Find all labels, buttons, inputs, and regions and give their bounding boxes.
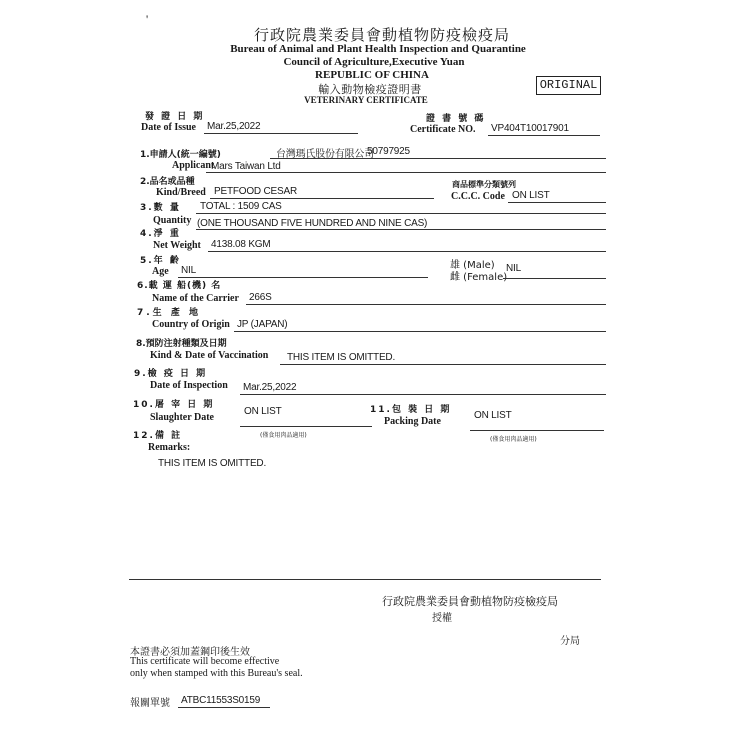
applicant-label-en: Applicant (172, 160, 215, 171)
remarks-label-cn: 12.備 註 (133, 431, 183, 441)
packing-note: (僅食用肉品適用) (490, 436, 537, 443)
certificate-no-label-en: Certificate NO. (410, 124, 476, 135)
carrier-underline (246, 304, 606, 305)
quantity-total: TOTAL : 1509 CAS (200, 201, 282, 212)
kind-label-cn: 2.品名或品種 (140, 177, 195, 187)
agency-name-en: Bureau of Animal and Plant Health Inspection and Quarantine (230, 43, 526, 55)
certificate-title-en: VETERINARY CERTIFICATE (304, 95, 428, 105)
remarks-label-en: Remarks: (148, 442, 191, 453)
country-name: REPUBLIC OF CHINA (315, 69, 429, 81)
customs-label-cn: 報關單號 (130, 698, 170, 709)
customs-value: ATBC11553S0159 (181, 695, 261, 706)
quantity-words-underline (196, 229, 606, 230)
weight-underline (208, 251, 606, 252)
inspection-label-en: Date of Inspection (150, 380, 228, 391)
certificate-no-value: VP404T10017901 (491, 123, 569, 134)
kind-label-en: Kind/Breed (156, 187, 206, 198)
applicant-value-en: Mars Taiwan Ltd (211, 161, 281, 172)
packing-underline (470, 430, 604, 431)
slaughter-note: (僅食用肉品適用) (260, 432, 307, 439)
seal-note-en-line2: only when stamped with this Bureau's seal. (130, 668, 303, 679)
issue-date-value: Mar.25,2022 (207, 121, 261, 132)
female-label: 雌 (Female) (450, 272, 508, 283)
carrier-label-cn: 6.載 運 船(機) 名 (137, 281, 222, 291)
remarks-value: THIS ITEM IS OMITTED. (158, 458, 267, 469)
vaccination-label-en: Kind & Date of Vaccination (150, 350, 269, 361)
weight-label-en: Net Weight (153, 240, 201, 251)
origin-label-cn: 7.生 產 地 (137, 308, 201, 318)
applicant-value-cn: 台灣瑪氏股份有限公司 (276, 149, 374, 160)
origin-label-en: Country of Origin (152, 319, 230, 330)
applicant-cn-underline (270, 158, 606, 159)
age-label-en: Age (152, 266, 169, 277)
vaccination-value: THIS ITEM IS OMITTED. (287, 352, 396, 363)
kind-underline (210, 198, 434, 199)
slaughter-underline (240, 426, 372, 427)
inspection-underline (240, 394, 606, 395)
packing-value: ON LIST (474, 410, 512, 421)
certificate-no-label-cn: 證 書 號 碼 (426, 114, 486, 124)
seal-note-en-line1: This certificate will become effective (130, 656, 280, 667)
quantity-label-en: Quantity (153, 215, 192, 226)
issue-date-label-cn: 發 證 日 期 (145, 112, 205, 122)
ccc-underline (508, 202, 606, 203)
certificate-title-cn: 輸入動物檢疫證明書 (318, 83, 422, 96)
footer-branch-cn: 分局 (560, 636, 580, 647)
packing-label-cn: 11.包 裝 日 期 (370, 405, 452, 415)
vaccination-underline (280, 364, 606, 365)
issue-date-underline (204, 133, 358, 134)
ccc-value: ON LIST (512, 190, 550, 201)
slaughter-label-en: Slaughter Date (150, 412, 214, 423)
quantity-label-cn: 3.數 量 (140, 203, 181, 213)
packing-label-en: Packing Date (384, 416, 441, 427)
vaccination-label-cn: 8.預防注射種類及日期 (136, 339, 227, 349)
issue-date-label-en: Date of Issue (141, 122, 196, 133)
male-label: 雄 (Male) (450, 260, 495, 271)
original-stamp-text: ORIGINAL (539, 78, 598, 92)
inspection-value: Mar.25,2022 (243, 382, 297, 393)
quantity-words: (ONE THOUSAND FIVE HUNDRED AND NINE CAS) (197, 218, 428, 229)
sex-value: NIL (506, 263, 521, 274)
ccc-label-cn: 商品標準分類號列 (452, 180, 516, 189)
customs-underline (178, 707, 270, 708)
quantity-total-underline (196, 213, 606, 214)
age-value: NIL (181, 265, 196, 276)
footer-divider (129, 579, 601, 580)
carrier-label-en: Name of the Carrier (152, 293, 239, 304)
applicant-tax-id: 50797925 (367, 146, 410, 157)
original-stamp (536, 76, 601, 95)
inspection-label-cn: 9.檢 疫 日 期 (134, 369, 208, 379)
origin-value: JP (JAPAN) (237, 319, 288, 330)
ccc-label-en: C.C.C. Code (451, 191, 505, 202)
sex-underline (503, 278, 606, 279)
council-name: Council of Agriculture,Executive Yuan (283, 56, 465, 68)
weight-label-cn: 4.淨 重 (140, 229, 181, 239)
applicant-label-cn: 1.申請人(統一編號) (140, 150, 221, 160)
slaughter-value: ON LIST (244, 406, 282, 417)
seal-note-cn: 本證書必須加蓋鋼印後生效 (130, 647, 250, 658)
footer-authority-cn: 行政院農業委員會動植物防疫檢疫局 (382, 595, 558, 608)
carrier-value: 266S (249, 292, 272, 303)
applicant-en-underline (206, 172, 606, 173)
certificate-no-underline (488, 135, 600, 136)
page-mark: ' (146, 12, 149, 26)
age-label-cn: 5.年 齡 (140, 256, 181, 266)
slaughter-label-cn: 10.屠 宰 日 期 (133, 400, 215, 410)
kind-value: PETFOOD CESAR (214, 186, 297, 197)
footer-authorized-cn: 授權 (432, 613, 452, 624)
weight-value: 4138.08 KGM (211, 239, 271, 250)
origin-underline (234, 331, 606, 332)
agency-name-cn: 行政院農業委員會動植物防疫檢疫局 (253, 26, 510, 44)
